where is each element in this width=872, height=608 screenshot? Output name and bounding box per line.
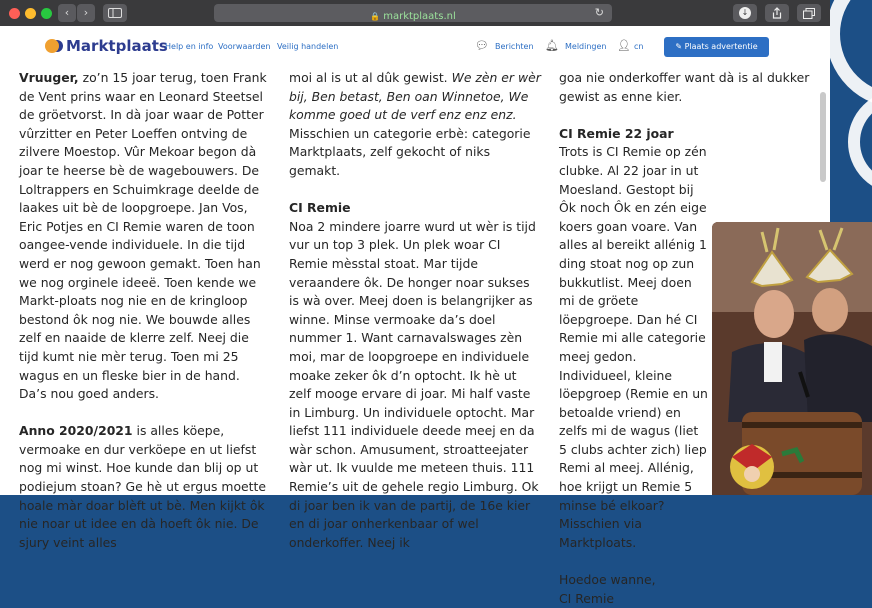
paragraph — [19, 69, 271, 404]
close-window-button[interactable] — [9, 8, 20, 19]
paragraph-body: Misschien un categorie erbè: categorie Marktplaats, zelf gekocht of niks gemakt. — [289, 125, 531, 178]
signature: CI Remie — [559, 590, 615, 606]
scrollbar[interactable] — [820, 92, 826, 182]
background-ring — [826, 0, 872, 108]
messages-link[interactable]: Berichten — [495, 42, 534, 51]
marktplaats-logo-icon — [45, 39, 59, 53]
tab-overview-button[interactable] — [797, 4, 821, 22]
notifications-link[interactable]: Meldingen — [565, 42, 607, 51]
lead-in: Anno 2020/2021 — [19, 423, 133, 439]
terms-link[interactable]: Voorwaarden — [218, 42, 271, 51]
site-header — [0, 26, 830, 65]
article-page — [0, 64, 830, 606]
section-heading: CI Remie 22 joar — [559, 125, 674, 141]
paragraph-body: is alles köepe, vermoake en dur verköepe en ut liefst nog mi winst. Hoe kunde dan blij op ut podiejum stoan? Ge hè ut ergus moette hoale màr doar blèft ut bè. Men kijkt ôk nie noar ut idee en dà hoeft ôk nie. De sjury veint alles — [19, 423, 266, 550]
bell-icon: 🔔︎ — [545, 39, 559, 52]
paragraph: goa nie onderkoffer want dà is al dukker gewist as enne kier. — [559, 70, 810, 104]
browser-toolbar — [0, 0, 830, 26]
share-icon — [772, 7, 782, 19]
article-photo — [712, 222, 872, 495]
lock-icon: 🔒 — [370, 12, 381, 21]
section-heading: CI Remie — [289, 200, 351, 216]
paragraph: Noa 2 mindere joarre wurd ut wèr is tijd vur un top 3 plek. Un plek woar CI Remie mèsstal stoat. Mar tijde veraandere ôk. De honger noar sukses is wà over. Meej doen is belangrijker as winne. Minse vermoake da’s doel nummer 1. Want carnavalswages zèn moi, mar de loopgroepe en individuele moake zeker ôk d’n optocht. Ik hè ut zelf mooge ervare di joar. Mi half vaste in Limburg. Un individuele optocht. Mar liefst 111 individuele deede meej en da wàr schon. Amusument, stroatteejater wàr ut. Ik vuulde me meteen thuis. 111 Remie’s uit de gehele regio Limburg. Ok di joar ben ik van de partij, de 16e kier en di joar onherkenbaar of wel onderkoffer. Neej ik — [289, 218, 539, 550]
article-column-1 — [19, 69, 271, 552]
place-ad-button[interactable]: ✎ Plaats advertentie — [664, 37, 769, 57]
italic-quote: We zèn er wèr bij, Ben betast, Ben oan Winnetoe, We komme goed ut de verf enz enz enz. — [289, 70, 541, 123]
reload-icon[interactable]: ↻ — [594, 6, 604, 19]
paragraph: Trots is CI Remie op zén clubke. Al 22 joar in ut Moesland. Gestopt bij Ôk noch Ôk en zén eige koers goan voare. Van alles al bereikt allénig 1 ding stoat nog op zun bukkutlist. Meej doen mi de gröete löepgroepe. Dan hé CI Remie mi alle categorie meej gedon. Individueel, kleine löepgroep (Remie en un betoalde vriend) en zelfs mi de wagus (liet 5 clubs achter zich) liep Remi al meej. Allénig, hoe krijgt un Remie 5 minse bé elkoar? Misschien via Marktploats. — [559, 144, 708, 550]
url-text: marktplaats.nl — [383, 11, 456, 22]
user-icon: 👤︎ — [617, 39, 631, 52]
help-link[interactable]: Help en info — [165, 42, 214, 51]
background-ring — [848, 90, 872, 194]
download-icon: ↓ — [739, 7, 751, 19]
place-ad-label: Plaats advertentie — [684, 42, 758, 51]
sidebar-icon — [108, 8, 122, 18]
downloads-button[interactable] — [733, 4, 757, 22]
sidebar-toggle-button[interactable] — [103, 4, 127, 22]
share-button[interactable] — [765, 4, 789, 22]
minimize-window-button[interactable] — [25, 8, 36, 19]
safe-trading-link[interactable]: Veilig handelen — [277, 42, 339, 51]
chat-icon: 💬︎ — [475, 39, 489, 52]
back-button[interactable]: ‹ — [58, 4, 76, 22]
paragraph-body: zo’n 15 joar terug, toen Frank de Vent prins waar en Leonard Steetsel de gröetvorst. In dà joar waar de Potter vûrzitter en Peter Loeffen ontving de zilvere Moestop. Vûr Mekoar begon dà joar te heerse bè de wagebouwers. De Loltrappers en Schuimkrage deelde de laakes uit bè de loopgroepe. Jan Vos, Eric Potjes en CI Remie waren de toon oangee-vende individuele. In die tijd werd er nog gewoon gemakt. Toen han we nog orginele ideeë. Toen kende we Markt-ploats nog nie en de kringloop bestond ôk nog nie. We bouwde alles zelf en naaide de klerre zelf. Neej die tijd kumt nie mèr terug. Toen mi 25 wagus en un fleske bier in de hand. Da’s nou goed anders. — [19, 70, 267, 402]
maximize-window-button[interactable] — [41, 8, 52, 19]
paragraph — [289, 69, 541, 181]
paragraph-body: moi al is ut al dûk gewist. — [289, 70, 452, 85]
tabs-icon — [803, 8, 815, 19]
account-menu[interactable]: cn — [634, 42, 644, 51]
closing-line: Hoedoe wanne, — [559, 572, 656, 588]
paragraph — [19, 422, 271, 552]
forward-button[interactable]: › — [77, 4, 95, 22]
site-logo[interactable]: Marktplaats — [66, 37, 168, 55]
lead-in: Vruuger, — [19, 70, 79, 85]
address-bar[interactable] — [214, 4, 612, 22]
photo-illustration — [712, 222, 872, 495]
article-column-2 — [289, 69, 541, 552]
